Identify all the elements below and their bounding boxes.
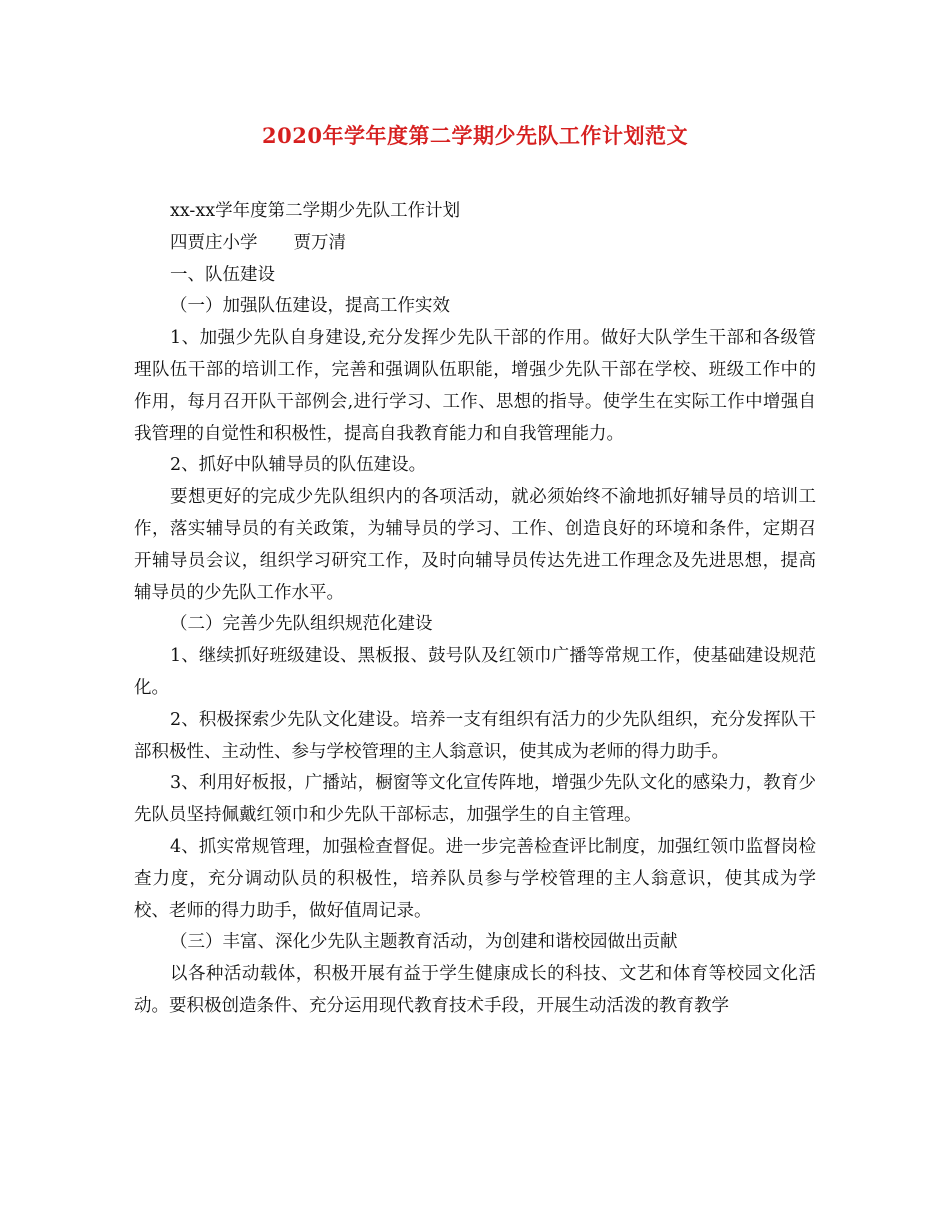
subsection-heading: （二）完善少先队组织规范化建设 — [170, 614, 433, 635]
plan-heading: xx-xx学年度第二学期少先队工作计划 — [170, 201, 461, 221]
document-body — [134, 196, 816, 1023]
paragraph: 1、继续抓好班级建设、黑板报、鼓号队及红领巾广播等常规工作，使基础建设规范化。 — [134, 646, 816, 698]
paragraph: 以各种活动载体，积极开展有益于学生健康成长的科技、文艺和体育等校园文化活动。要积极创造条件、充分运用现代教育技术手段，开展生动活泼的教育教学 — [134, 964, 816, 1016]
paragraph: 4、抓实常规管理，加强检查督促。进一步完善检查评比制度，加强红领巾监督岗检查力度，充分调动队员的积极性，培养队员参与学校管理的主人翁意识，使其成为学校、老师的得力助手，做好值周记录。 — [134, 836, 816, 921]
school-author-line — [134, 228, 816, 260]
school-name: 四贾庄小学 — [170, 232, 258, 253]
author-name: 贾万清 — [293, 232, 346, 253]
section-heading: 一、队伍建设 — [170, 264, 275, 285]
paragraph: 要想更好的完成少先队组织内的各项活动，就必须始终不渝地抓好辅导员的培训工作，落实辅导员的有关政策，为辅导员的学习、工作、创造良好的环境和条件，定期召开辅导员会议，组织学习研究工作，及时向辅导员传达先进工作理念及先进思想，提高辅导员的少先队工作水平。 — [134, 487, 816, 603]
paragraph: 2、抓好中队辅导员的队伍建设。 — [170, 455, 427, 476]
paragraph: 2、积极探索少先队文化建设。培养一支有组织有活力的少先队组织，充分发挥队干部积极性、主动性、参与学校管理的主人翁意识，使其成为老师的得力助手。 — [134, 709, 816, 762]
subsection-heading: （一）加强队伍建设，提高工作实效 — [170, 296, 450, 317]
document-title: 2020年学年度第二学期少先队工作计划范文 — [262, 123, 688, 148]
subsection-heading: （三）丰富、深化少先队主题教育活动，为创建和谐校园做出贡献 — [170, 932, 678, 953]
paragraph: 1、加强少先队自身建设,充分发挥少先队干部的作用。做好大队学生干部和各级管理队伍干部的培训工作，完善和强调队伍职能，增强少先队干部在学校、班级工作中的作用，每月召开队干部例会,进行学习、工作、思想的指导。使学生在实际工作中增强自我管理的自觉性和积极性，提高自我教育能力和自我管理能力。 — [134, 328, 816, 444]
paragraph: 3、利用好板报，广播站，橱窗等文化宣传阵地，增强少先队文化的感染力，教育少先队员坚持佩戴红领巾和少先队干部标志，加强学生的自主管理。 — [134, 773, 816, 826]
